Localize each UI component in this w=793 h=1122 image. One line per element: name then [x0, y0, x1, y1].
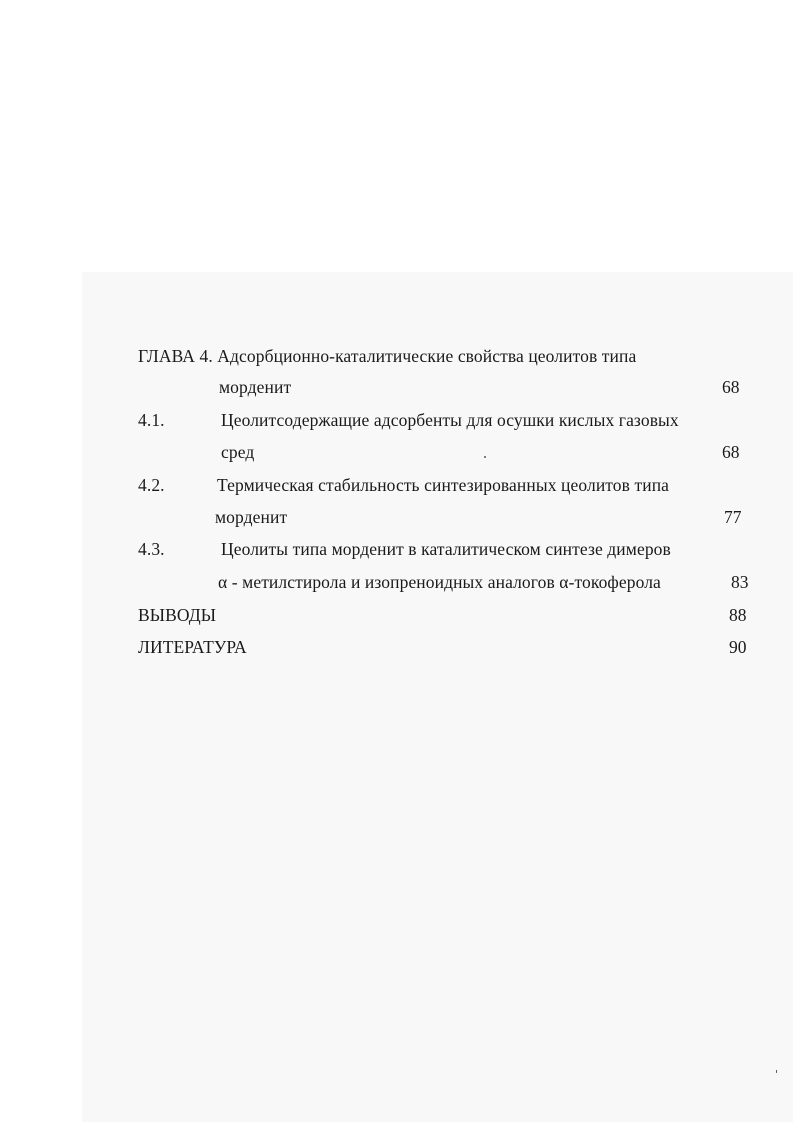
- chapter-4-title-line1: ГЛАВА 4. Адсорбционно-каталитические свойства цеолитов типа: [138, 346, 637, 366]
- section-4-3-number: 4.3.: [138, 539, 165, 559]
- section-4-2-title-line1: Термическая стабильность синтезированных цеолитов типа: [217, 475, 670, 495]
- section-4-1-number: 4.1.: [138, 410, 165, 430]
- section-4-2-page-number: 77: [724, 507, 742, 527]
- conclusions-title: ВЫВОДЫ: [138, 605, 217, 625]
- literature-page-number: 90: [729, 637, 747, 657]
- section-4-1-page-number: 68: [722, 442, 740, 462]
- chapter-4-page-number: 68: [722, 377, 740, 397]
- section-4-3-title-line1: Цеолиты типа морденит в каталитическом синтезе димеров: [221, 539, 671, 559]
- section-4-1-title-line2: сред: [221, 442, 255, 462]
- section-4-2-number: 4.2.: [138, 475, 165, 495]
- chapter-4-title-line2: морденит: [219, 377, 292, 397]
- scan-speck: [484, 456, 486, 458]
- section-4-1-title-line1: Цеолитсодержащие адсорбенты для осушки кислых газовых: [221, 410, 679, 430]
- section-4-3-page-number: 83: [731, 572, 749, 592]
- conclusions-page-number: 88: [729, 605, 747, 625]
- scan-speck: [776, 1070, 777, 1073]
- section-4-3-title-line2: α - метилстирола и изопреноидных аналогов α-токоферола: [218, 572, 661, 592]
- literature-title: ЛИТЕРАТУРА: [138, 637, 247, 657]
- section-4-2-title-line2: морденит: [215, 507, 288, 527]
